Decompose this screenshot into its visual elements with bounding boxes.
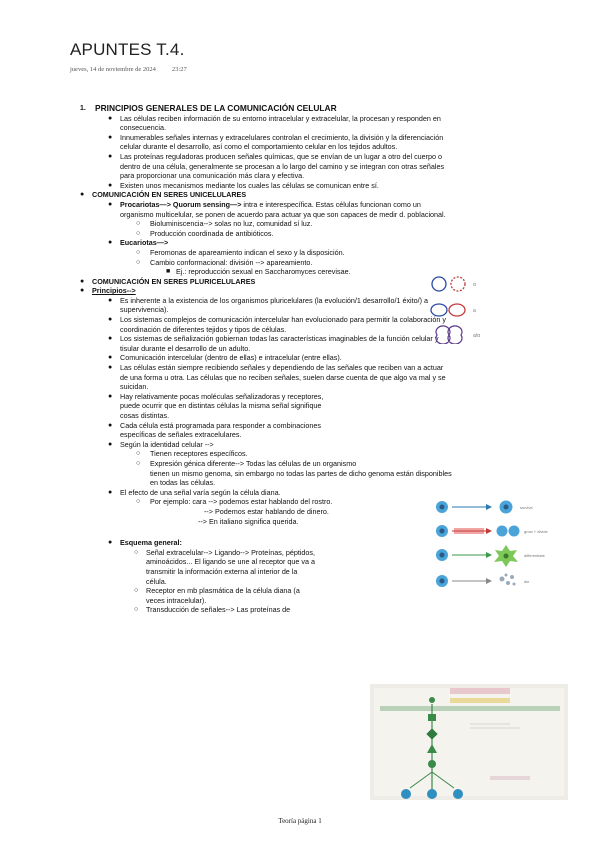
bullet: ● Esquema general: (108, 538, 182, 548)
row-divide (436, 525, 548, 537)
bullet: ● Es inherente a la existencia de los organismos pluricelulares (la evolución/1 desarrollo/1 éxito/) a (108, 295, 429, 305)
sub-bullet: ○ Feromonas de apareamiento indican el sexo y la disposición. (136, 247, 345, 257)
page-title: APUNTES T.4. (70, 40, 185, 59)
sub-bullet: ○ Por ejemplo: cara --> podemos estar hablando del rostro. (136, 497, 333, 507)
bullet: ● Comunicación intercelular (dentro de ellas) e intracelular (entre ellas). (108, 353, 342, 363)
sub-bullet: ○ Señal extracelular--> Ligando--> Proteínas, péptidos, (134, 547, 316, 557)
section-heading-uni: ● COMUNICACIÓN EN SERES UNICELULARES (80, 190, 247, 200)
principios-heading: ● Principios--> (80, 286, 136, 296)
bullet: ● Las células están siempre recibiendo señales y dependiendo de las señales que reciben van a actuar (108, 363, 444, 373)
svg-text:a/α: a/α (473, 333, 481, 339)
row-survive (436, 501, 533, 514)
bullet: ● Los sistemas de señalización gobiernan todas las características imaginables de la función celular y (108, 334, 439, 344)
cell-alpha-icon (451, 277, 465, 291)
bullet: ● Eucariotas—> (108, 238, 169, 248)
subsub-bullet: ■ Ej.: reproducción sexual en Saccharomyces cerevisae. (166, 267, 351, 277)
time-text: 23:27 (171, 66, 187, 73)
svg-text:a: a (473, 308, 476, 314)
bullet: ● Hay relativamente pocas moléculas señalizadoras y receptores, (108, 391, 324, 401)
section-heading-pluri: ● COMUNICACIÓN EN SERES PLURICELULARES (80, 276, 256, 286)
bullet: ● Procariotas—> Quorum sensing—> intra e interespecífica. Estas células funcionan como un (108, 199, 421, 209)
svg-text:differentiate: differentiate (524, 553, 545, 558)
bullet: ● Los sistemas complejos de comunicación intercelular han evolucionado para permitir la colaboración y (108, 315, 447, 325)
sub-bullet: ○ Receptor en mb plasmática de la célula diana (a (134, 586, 300, 596)
page-footer: Teoría página 1 (278, 817, 322, 825)
section-heading-1: 1. PRINCIPIOS GENERALES DE LA COMUNICACIÓN CELULAR (80, 103, 337, 113)
date-text: jueves, 14 de noviembre de 2024 (70, 66, 156, 73)
svg-text:survive: survive (520, 505, 533, 510)
sub-bullet: ○ Cambio conformacional: división --> apareamiento. (136, 257, 313, 267)
row-die (436, 574, 530, 588)
zygote-icon (436, 326, 462, 344)
general-scheme-photo (370, 684, 568, 800)
bullet: ● Innumerables señales internas y extracelulares controlan el crecimiento, la división y la diferenciación (108, 132, 444, 142)
bullet: ● El efecto de una señal varía según la célula diana. (108, 487, 281, 497)
shmoo-a-icon (431, 304, 447, 316)
svg-text:grow + divide: grow + divide (524, 529, 548, 534)
signal-response-diagram (424, 495, 569, 613)
bullet: ● Según la identidad celular --> (108, 439, 214, 449)
page-date (70, 66, 187, 73)
svg-text:die: die (524, 579, 530, 584)
sub-bullet: ○ Tienen receptores específicos. (136, 449, 248, 459)
sub-bullet: ○ Producción coordinada de antibióticos. (136, 228, 274, 238)
cell-a-icon (432, 277, 446, 291)
page-content: 1. PRINCIPIOS GENERALES DE LA COMUNICACIÓN CELULAR ● Las células reciben información de su entorno intracelular y extracelular, la procesan y responden en consecuencia. ● Innumerables señales internas y extracelulares controlan el crecimiento, la división y la diferenciación celular durante el desarrollo, así como el comportamiento celular en los tejidos adultos. ● Las proteínas reguladoras producen señales químicas, que se envían de un lugar a otro del cuerpo o dentro de una célula, generalmente se procesan a lo largo del camino y se integran con otras señales para proporcionar una comunicación más clara y efectiva. ● Existen unos mecanismos mediante los cuales las células se comunican entre sí. ● COMUNICACIÓN EN SERES UNICELULARES ● Procariotas—> Quorum sensing—> intra e interespecífica. Estas células funcionan como un organismo multicelular, se ponen de acuerdo para actuar ya que son capaces de medir d. poblacional. ○ Bioluminiscencia--> solas no luz, comunidad sí luz. ○ Producción coordinada de antibióticos. ● Eucariotas—> ○ Feromonas de apareamiento indican el sexo y la disposición. ○ Cambio conformacional: división --> apareamiento. ■ Ej.: reproducción sexual en Saccharomyces cerevisae. ● COMUNICACIÓN EN SERES PLURICELULARES ● Principios--> ● Es inherente a la existencia de los organismos pluricelulares (la evolución/1 desarrollo/1 éxito/) a supervivencia). ● Los sistemas complejos de comunicación intercelular han evolucionado para permitir la colaboración y coordinación de diferentes tejidos y tipos de células. ● Los sistemas de señalización gobiernan todas las características imaginables de la función celular y tisular durante el desarrollo de un adulto. ● Comunicación intercelular (dentro de ellas) e intracelular (entre ellas). ● Las células están siempre recibiendo señales y dependiendo de las señales que reciben van a actuar de una forma u otra. Las células que no reciben señales, suelen darse cuenta de que algo va mal y se suicidan. ● Hay relativamente pocas moléculas señalizadoras y receptores, puede ocurrir que en distintas células la misma señal signifique cosas distintas. ● Cada célula está programada para responder a combinaciones específicas de señales extracelulares. ● Según la identidad celular --> ○ Tienen receptores específicos. ○ Expresión génica diferente--> Todas las células de un organismo tienen un mismo genoma, sin embargo no todas las partes de dicho genoma están disponibles en todas las células. ● El efecto de una señal varía según la célula diana. ○ Por ejemplo: cara --> podemos estar hablando del rostro. --> Podemos estar hablando de dinero. --> En italiano significa querida. ● Esquema general: ○ Señal extracelular--> Ligando--> Proteínas, péptidos, aminoácidos... El ligando se une al receptor que va a transmitir la información externa al interior de la célula. ○ Receptor en mb plasmática de la célula diana (a veces intracelular). ○ Transducción de señales--> Las proteínas de (0, 104, 600, 615)
bullet: ● Las proteínas reguladoras producen señales químicas, que se envían de un lugar a otro del cuerpo o (108, 151, 443, 161)
sub-bullet: ○ Bioluminiscencia--> solas no luz, comunidad sí luz. (136, 219, 313, 229)
sub-bullet: ○ Expresión génica diferente--> Todas las células de un organismo (136, 458, 357, 468)
svg-text:α: α (473, 282, 476, 288)
bullet: ● Cada célula está programada para responder a combinaciones (108, 420, 321, 430)
bullet: ● Existen unos mecanismos mediante los cuales las células se comunican entre sí. (108, 180, 379, 190)
bullet: ● Las células reciben información de su entorno intracelular y extracelular, la procesan y responden en (108, 113, 441, 123)
sub-bullet: ○ Transducción de señales--> Las proteínas de (134, 605, 291, 615)
row-differentiate (436, 545, 546, 567)
yeast-mating-diagram (425, 272, 495, 344)
shmoo-alpha-icon (449, 304, 465, 316)
